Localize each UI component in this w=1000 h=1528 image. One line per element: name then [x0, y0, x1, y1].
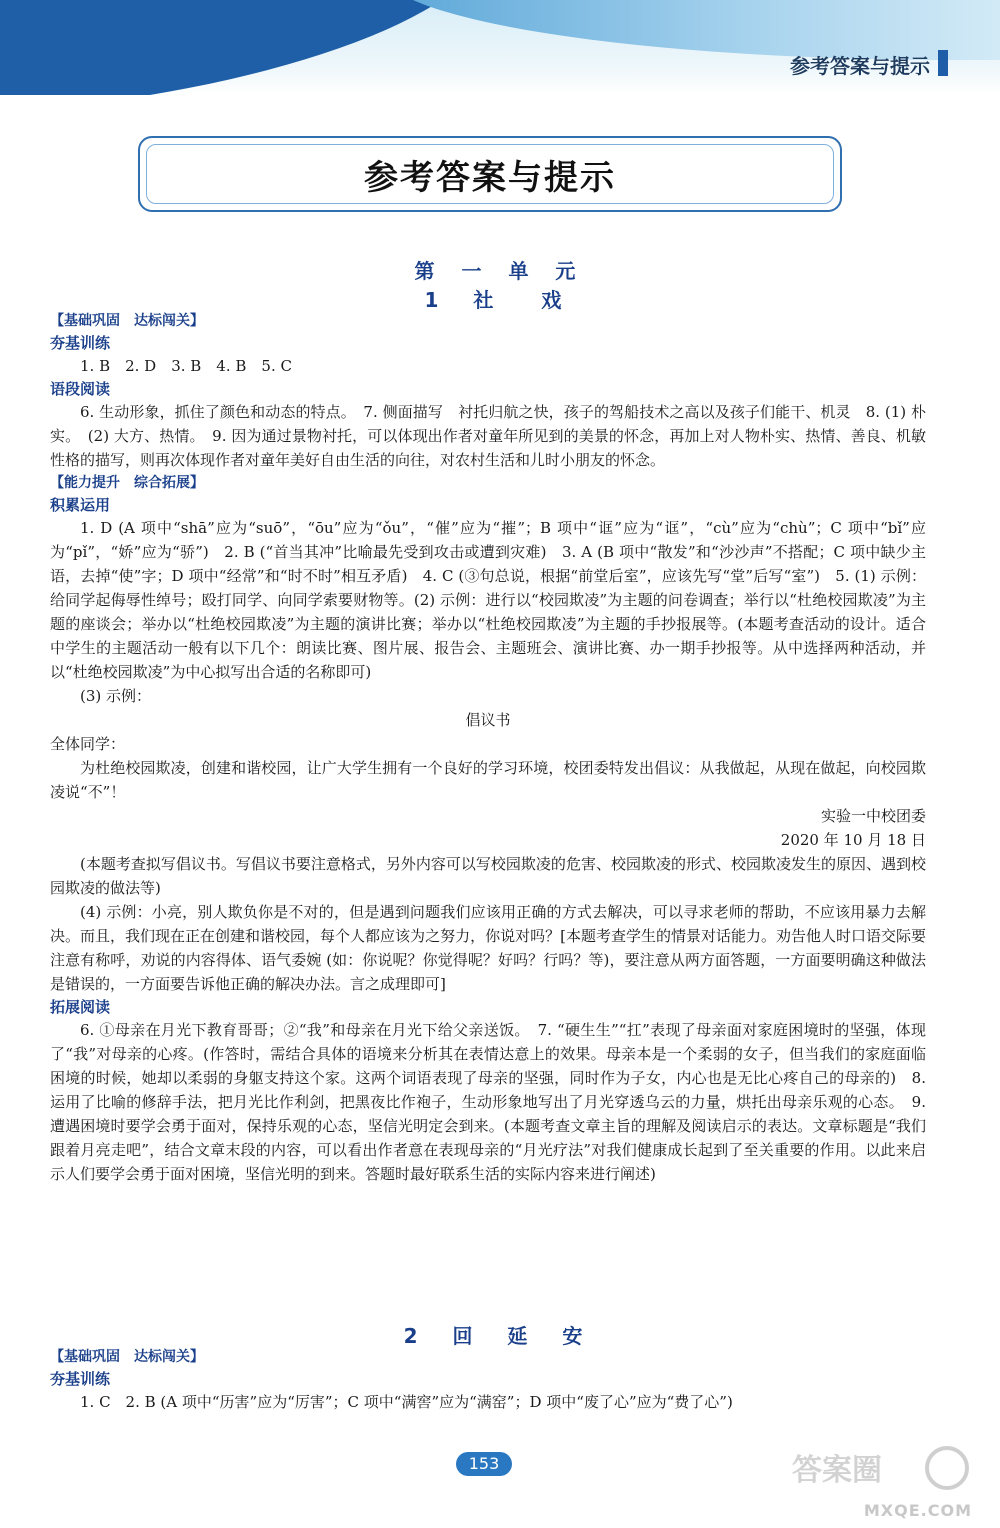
section-heading: 【能力提升 综合拓展】 — [50, 475, 204, 491]
letter-title: 倡议书 — [465, 711, 511, 729]
title-box — [138, 136, 842, 212]
header-band — [0, 0, 1000, 95]
subsection-heading: 夯基训练 — [50, 334, 111, 352]
subsection-heading: 积累运用 — [50, 496, 111, 514]
lesson1-content — [50, 310, 926, 1186]
title-box-inner — [146, 144, 834, 204]
letter-signer: 实验一中校团委 — [820, 807, 926, 825]
lesson1-title: 1 社 戏 — [424, 288, 576, 312]
subsection-heading: 夯基训练 — [50, 1370, 111, 1388]
letter-date: 2020 年 10 月 18 日 — [780, 831, 926, 849]
lesson2-content — [50, 1346, 926, 1414]
page-number: 153 — [456, 1452, 512, 1476]
section-heading: 【基础巩固 达标闯关】 — [50, 1349, 204, 1365]
subsection-heading: 拓展阅读 — [50, 998, 111, 1016]
watermark-cn: 答案圈 — [792, 1453, 882, 1488]
watermark-logo — [772, 1440, 972, 1520]
watermark-url: MXQE.COM — [863, 1501, 972, 1520]
answer-paragraph: 1. C 2. B (A 项中“历害”应为“厉害”；C 项中“满窖”应为“满窑”；D 项中“废了心”应为“费了心”) — [80, 1393, 733, 1411]
answer-paragraph: (4) 示例：小亮，别人欺负你是不对的，但是遇到问题我们应该用正确的方式去解决，可以寻求老师的帮助，不应该用暴力去解决。而且，我们现在正在创建和谐校园，每个人都应该为之努力，你说对吗？[本题考查学生的情景对话能力。劝告他人时口语交际要注意有称呼，劝说的内容得体、语气委婉 (如：你说呢？你觉得呢？好吗？行吗？等)，要注意从两方面答题，一方面要明确这种做法是错误的，一方面要告诉他正确的解决办法。言之成理即可] — [50, 903, 926, 993]
section-heading: 【基础巩固 达标闯关】 — [50, 313, 204, 329]
letter-salutation: 全体同学： — [50, 735, 126, 753]
answer-paragraph: (3) 示例： — [80, 687, 152, 705]
running-head: 参考答案与提示 — [790, 54, 930, 78]
unit-title: 第 一 单 元 — [414, 259, 586, 283]
answer-paragraph: 6. ①母亲在月光下教育哥哥；②“我”和母亲在月光下给父亲送饭。 7. “硬生生”“扛”表现了母亲面对家庭困境时的坚强，体现了“我”对母亲的心疼。(作答时，需结合具体的语境来分析其在表情达意上的效果。母亲本是一个柔弱的女子，但当我们的家庭面临困境的时候，她却以柔弱的身躯支持这个家。这两个词语表现了母亲的坚强，同时作为子女，内心也是无比心疼自己的母亲的) 8. 运用了比喻的修辞手法，把月光比作利剑，把黑夜比作袍子，生动形象地写出了月光穿透乌云的力量，烘托出母亲乐观的心态。 9. 遭遇困境时要学会勇于面对，保持乐观的心态，坚信光明定会到来。(本题考查文章主旨的理解及阅读启示的表达。文章标题是“我们跟着月亮走吧”，结合文章末段的内容，可以看出作者意在表现母亲的“月光疗法”对我们健康成长起到了至关重要的作用。以此来启示人们要学会勇于面对困境，坚信光明的到来。答题时最好联系生活的实际内容来进行阐述) — [50, 1021, 926, 1183]
subsection-heading: 语段阅读 — [50, 380, 111, 398]
running-head-bar — [938, 50, 948, 76]
page-title: 参考答案与提示 — [364, 157, 616, 198]
answer-paragraph: 1. B 2. D 3. B 4. B 5. C — [80, 357, 292, 375]
lesson2-title: 2 回 延 安 — [403, 1324, 597, 1348]
letter-body: 为杜绝校园欺凌，创建和谐校园，让广大学生拥有一个良好的学习环境，校团委特发出倡议：从我做起，从现在做起，向校园欺凌说“不”！ — [50, 759, 926, 801]
answer-paragraph: 1. D (A 项中“shā”应为“suō”，“ōu”应为“ǒu”，“催”应为“摧”；B 项中“诓”应为“诓”，“cù”应为“chù”；C 项中“bǐ”应为“pǐ”，“娇”应为“骄”) 2. B (“首当其冲”比喻最先受到攻击或遭到灾难) 3. A (B 项中“散发”和“沙沙声”不搭配；C 项中缺少主语，去掉“使”字；D 项中“经常”和“时不时”相互矛盾) 4. C (③句总说，根据“前堂后室”，应该先写“堂”后写“室”) 5. (1) 示例：给同学起侮辱性绰号；殴打同学、向同学索要财物等。(2) 示例：进行以“校园欺凌”为主题的问卷调查；举行以“杜绝校园欺凌”为主题的座谈会；举办以“杜绝校园欺凌”为主题的演讲比赛；举办以“杜绝校园欺凌”为主题的手抄报展等。(本题考查活动的设计。适合中学生的主题活动一般有以下几个：朗读比赛、图片展、报告会、主题班会、演讲比赛、办一期手抄报等。从中选择两种活动，并以“杜绝校园欺凌”为中心拟写出合适的名称即可) — [50, 519, 926, 681]
answer-paragraph: 6. 生动形象，抓住了颜色和动态的特点。 7. 侧面描写 衬托归航之快，孩子的驾船技术之高以及孩子们能干、机灵 8. (1) 朴实。 (2) 大方、热情。 9. 因为通过景物衬托，可以体现出作者对童年所见到的美景的怀念，再加上对人物朴实、热情、善良、机敏性格的描写，则再次体现作者对童年美好自由生活的向往，对农村生活和儿时小朋友的怀念。 — [50, 403, 926, 469]
answer-paragraph: (本题考查拟写倡议书。写倡议书要注意格式，另外内容可以写校园欺凌的危害、校园欺凌的形式、校园欺凌发生的原因、遇到校园欺凌的做法等) — [50, 855, 926, 897]
header-wave-dark — [0, 0, 505, 95]
